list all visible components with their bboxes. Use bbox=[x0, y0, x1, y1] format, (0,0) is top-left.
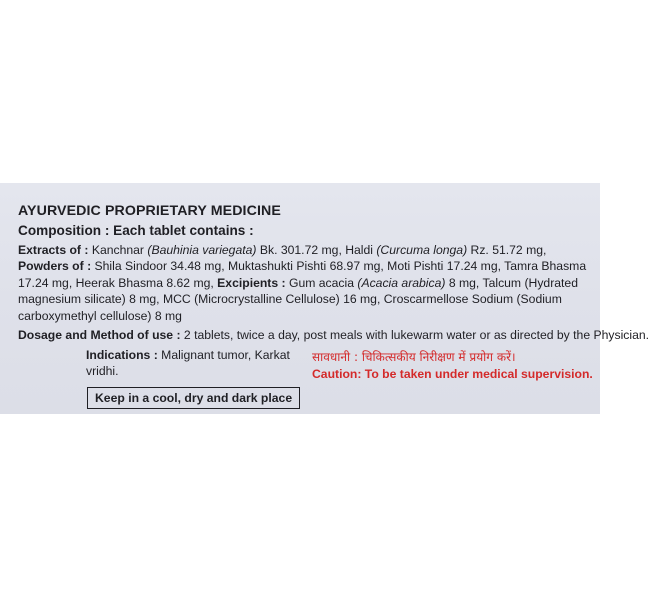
dosage-line bbox=[18, 327, 649, 343]
warnings-block bbox=[312, 349, 602, 383]
label-heading: AYURVEDIC PROPRIETARY MEDICINE bbox=[18, 203, 281, 219]
excipients-text-b: 8 mg, Talcum (Hydrated magnesium silicate) 8 mg, MCC (Microcrystalline Cellulose) 16 mg, Croscarmellose Sodium (Sodium carboxymethyl cellulose) 8 mg bbox=[18, 275, 578, 323]
powders-text: Shila Sindoor 34.48 mg, Muktashukti Pishti 68.97 mg, Moti Pishti 17.24 mg, Tamra Bhasma 17.24 mg, Heerak Bhasma 8.62 mg, bbox=[18, 259, 587, 290]
kanchnar-latin-name: (Bauhinia variegata) bbox=[147, 243, 257, 257]
indications-text: Malignant tumor, Karkat vridhi. bbox=[86, 348, 290, 379]
extracts-kanchnar: Kanchnar bbox=[88, 243, 148, 257]
indications-block bbox=[86, 347, 316, 379]
excipients-label: Excipients : bbox=[217, 275, 286, 290]
dosage-text: 2 tablets, twice a day, post meals with lukewarm water or as directed by the Physician. bbox=[180, 328, 649, 343]
hindi-warning: सावधानी : चिकित्सकीय निरीक्षण में प्रयोग करें। bbox=[312, 350, 516, 365]
indications-label: Indications : bbox=[86, 348, 158, 363]
ingredients-paragraph bbox=[18, 242, 592, 324]
medicine-label-panel bbox=[0, 183, 649, 414]
acacia-latin-name: (Acacia arabica) bbox=[357, 275, 446, 290]
extracts-haldi-dose: Rz. 51.72 mg, bbox=[467, 243, 547, 257]
haldi-latin-name: (Curcuma longa) bbox=[376, 243, 468, 257]
storage-instruction-box: Keep in a cool, dry and dark place bbox=[87, 387, 300, 409]
extracts-kanchnar-dose: Bk. 301.72 mg, Haldi bbox=[256, 243, 377, 257]
caution-warning: Caution: To be taken under medical supervision. bbox=[312, 367, 593, 382]
excipients-text-a: Gum acacia bbox=[285, 275, 358, 290]
dosage-label: Dosage and Method of use : bbox=[18, 328, 181, 343]
composition-heading: Composition : Each tablet contains : bbox=[18, 223, 254, 238]
powders-label: Powders of : bbox=[18, 259, 92, 274]
lower-section bbox=[16, 347, 593, 427]
extracts-label: Extracts of : bbox=[18, 243, 89, 257]
